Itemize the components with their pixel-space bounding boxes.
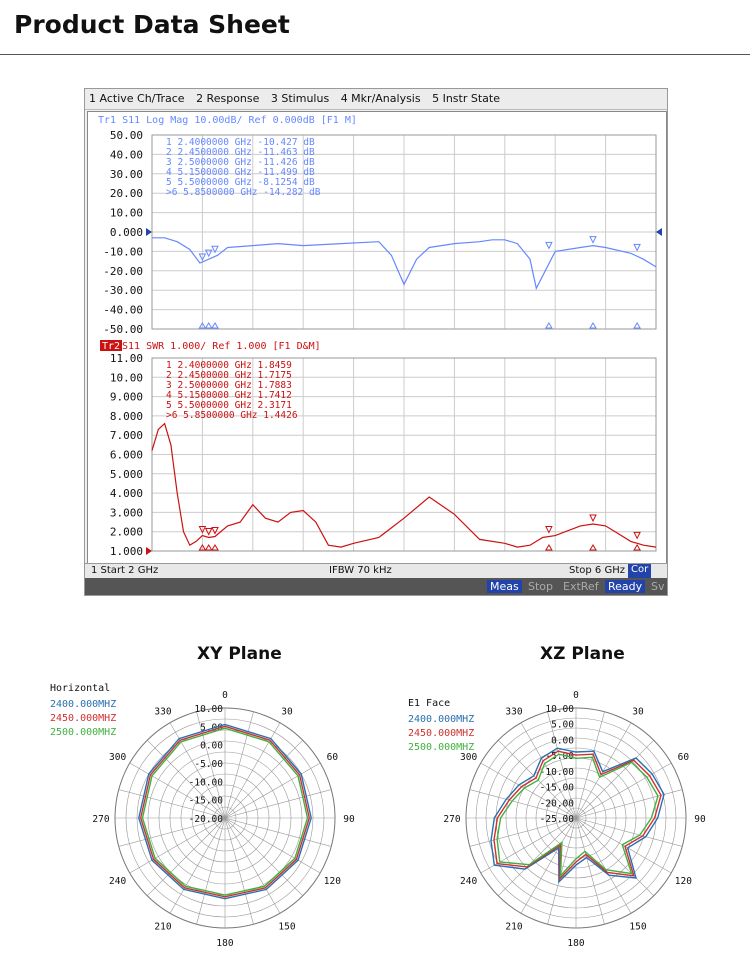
trace1-ytick-label: 30.00: [109, 167, 143, 181]
trace2-header: S11 SWR 1.000/ Ref 1.000 [F1 D&M]: [122, 341, 321, 352]
polar-angle-label: 270: [92, 814, 110, 825]
polar-angle-label: 120: [323, 876, 341, 887]
menu-response[interactable]: 2 Response: [196, 92, 260, 105]
polar-angle-label: 60: [677, 752, 690, 763]
polar-angle-label: 0: [222, 690, 228, 701]
trace2-ytick-label: 7.000: [109, 429, 143, 443]
trace2-ytick-label: 3.000: [109, 506, 143, 520]
polar-spoke: [498, 818, 576, 896]
polar-angle-label: 330: [154, 706, 172, 718]
trace2-marker-bottom: [206, 545, 212, 550]
polar-r-label: 10.00: [194, 704, 223, 715]
polar-angle-label: 240: [109, 876, 127, 887]
polar-legend-entry: 2450.000MHZ: [50, 713, 117, 724]
trace1-ytick-label: -50.00: [103, 323, 143, 336]
trace2-marker-triangle: [634, 532, 640, 538]
polar-r-label: -15.00: [539, 782, 574, 794]
vna-plot-area: [88, 112, 666, 563]
stop-button[interactable]: Stop: [528, 580, 554, 593]
polar-r-label: 5.00: [551, 719, 574, 731]
xz-plane-title: XZ Plane: [540, 644, 625, 664]
xy-plane-title: XY Plane: [197, 644, 282, 664]
page-header: [0, 0, 750, 55]
polar-legend-title: Horizontal: [50, 683, 111, 694]
polar-legend-entry: 2450.000MHZ: [408, 728, 475, 739]
polar-spoke: [130, 818, 225, 873]
polar-spoke: [225, 818, 331, 846]
polar-r-label: -5.00: [194, 759, 223, 770]
trace2-marker-readout: 2 2.4500000 GHz 1.7175: [166, 370, 292, 381]
polar-angle-label: 0: [573, 690, 579, 701]
polar-angle-label: 150: [278, 921, 296, 933]
trace1-ytick-label: 10.00: [109, 206, 143, 220]
trace1-marker-readout: 1 2.4000000 GHz -10.427 dB: [166, 137, 315, 148]
trace2-ytick-label: 10.00: [109, 371, 143, 385]
trace1-ytick-label: -20.00: [103, 264, 143, 278]
polar-r-label: 5.00: [200, 722, 223, 734]
polar-r-label: -10.00: [188, 777, 223, 789]
trace2-ytick-label: 8.000: [109, 409, 143, 423]
polar-angle-label: 180: [216, 938, 234, 948]
trace2-marker-readout: 3 2.5000000 GHz 1.7883: [166, 380, 292, 391]
menu-instr-state[interactable]: 5 Instr State: [432, 92, 500, 105]
trace2-marker-bottom: [590, 545, 596, 550]
trace2-marker-bottom: [634, 545, 640, 550]
polar-angle-label: 330: [505, 706, 523, 718]
polar-r-label: -10.00: [539, 766, 574, 778]
xy-plane-polar-chart: [40, 678, 400, 948]
menu-stimulus[interactable]: 3 Stimulus: [270, 92, 330, 105]
trace2-ytick-label: 4.000: [109, 487, 143, 501]
polar-angle-label: 90: [343, 814, 355, 825]
trace1-marker-bottom: [212, 323, 218, 328]
start-freq-label: 1 Start 2 GHz: [91, 565, 159, 576]
trace2-ytick-label: 1.000: [109, 545, 143, 558]
polar-spoke: [576, 818, 654, 896]
trace1-marker-bottom: [590, 323, 596, 328]
polar-angle-label: 210: [154, 921, 172, 933]
trace1-marker-readout: 2 2.4500000 GHz -11.463 dB: [166, 147, 315, 158]
polar-angle-label: 270: [443, 814, 461, 825]
trace1-marker-triangle: [590, 237, 596, 243]
ref-arrow-left-icon: [146, 228, 152, 236]
trace2-marker-readout: 5 5.5000000 GHz 2.3171: [166, 400, 292, 411]
polar-legend-entry: 2400.000MHZ: [408, 714, 475, 725]
ready-status: Ready: [605, 580, 645, 593]
polar-angle-label: 300: [109, 752, 127, 763]
trace2-marker-readout: >6 5.8500000 GHz 1.4426: [166, 410, 298, 421]
bottom-status-bar: [85, 578, 667, 595]
trace2-ytick-label: 5.000: [109, 467, 143, 481]
trace2-marker-readout: 1 2.4000000 GHz 1.8459: [166, 360, 292, 371]
trace1-marker-bottom: [206, 323, 212, 328]
trace1-marker-triangle: [634, 244, 640, 250]
stop-freq-label: Stop 6 GHz: [569, 565, 625, 576]
polar-spoke: [225, 818, 320, 873]
menu-active-ch-trace[interactable]: 1 Active Ch/Trace: [89, 92, 185, 105]
polar-angle-label: 210: [505, 921, 523, 933]
ref-arrow-right-icon: [656, 228, 662, 236]
polar-angle-label: 240: [460, 876, 478, 887]
polar-angle-label: 150: [629, 921, 647, 933]
vna-screen: [87, 111, 667, 564]
trace2-marker-triangle: [212, 528, 218, 534]
trace1-marker-triangle: [546, 242, 552, 248]
trace2-ytick-label: 2.000: [109, 525, 143, 539]
trace2-ytick-label: 9.000: [109, 390, 143, 404]
trace1-marker-readout: >6 5.8500000 GHz -14.282 dB: [166, 187, 321, 198]
polar-spoke: [576, 818, 631, 913]
network-analyzer-window: [84, 88, 668, 596]
polar-spoke: [576, 790, 682, 818]
xz-plane-polar-chart: [398, 678, 748, 948]
polar-r-label: -5.00: [545, 751, 574, 763]
trace2-ytick-label: 6.000: [109, 448, 143, 462]
trace1-ytick-label: -30.00: [103, 284, 143, 298]
polar-angle-label: 180: [567, 938, 585, 948]
polar-spoke: [225, 790, 331, 818]
polar-spoke: [576, 723, 631, 818]
polar-spoke: [576, 818, 682, 846]
polar-angle-label: 30: [281, 706, 293, 718]
trace1-marker-readout: 5 5.5000000 GHz -8.1254 dB: [166, 177, 315, 188]
trace1-ytick-label: -40.00: [103, 303, 143, 317]
trace1-marker-bottom: [634, 323, 640, 328]
trace1-ytick-label: -10.00: [103, 245, 143, 259]
polar-r-label: 10.00: [545, 704, 574, 715]
trace1-marker-readout: 4 5.1500000 GHz -11.499 dB: [166, 167, 315, 178]
trace2-marker-readout: 4 5.1500000 GHz 1.7412: [166, 390, 292, 401]
menu-bar: [85, 89, 667, 110]
ref2-arrow-left-icon: [146, 547, 152, 555]
polar-r-label: -15.00: [188, 795, 223, 807]
status-row: [85, 563, 667, 578]
polar-r-label: -20.00: [539, 798, 574, 810]
polar-angle-label: 300: [460, 752, 478, 763]
polar-spoke: [225, 818, 280, 913]
trace1-header: Tr1 S11 Log Mag 10.00dB/ Ref 0.000dB [F1 M]: [98, 115, 357, 126]
trace2-badge-label: Tr2: [102, 341, 121, 352]
trace1-ytick-label: 20.00: [109, 187, 143, 201]
meas-button[interactable]: Meas: [487, 580, 522, 593]
page-title: Product Data Sheet: [14, 10, 290, 39]
trace1-marker-bottom: [546, 323, 552, 328]
polar-legend-entry: 2500.000MHZ: [408, 742, 475, 753]
extref-button[interactable]: ExtRef: [563, 580, 599, 593]
cor-badge: Cor: [628, 564, 651, 578]
menu-mkr-analysis[interactable]: 4 Mkr/Analysis: [340, 92, 421, 105]
polar-r-label: 0.00: [551, 735, 574, 747]
polar-legend-entry: 2400.000MHZ: [50, 699, 117, 710]
trace1-ytick-label: 0.000: [109, 226, 143, 239]
trace2-marker-bottom: [546, 545, 552, 550]
polar-spoke: [197, 818, 225, 924]
polar-angle-label: 60: [326, 752, 339, 763]
sv-button[interactable]: Sv: [651, 580, 665, 593]
trace2-marker-bottom: [212, 545, 218, 550]
trace2-marker-triangle: [590, 515, 596, 521]
polar-legend-title: E1 Face: [408, 698, 451, 709]
polar-spoke: [576, 818, 604, 924]
polar-spoke: [548, 818, 576, 924]
polar-spoke: [170, 818, 225, 913]
ifbw-label: IFBW 70 kHz: [329, 565, 392, 576]
polar-r-label: 0.00: [200, 740, 223, 752]
polar-angle-label: 30: [632, 706, 644, 718]
trace1-marker-readout: 3 2.5000000 GHz -11.426 dB: [166, 157, 315, 168]
trace1-ytick-label: 50.00: [109, 129, 143, 142]
polar-spoke: [225, 818, 253, 924]
polar-spoke: [576, 818, 671, 873]
polar-r-label: -20.00: [188, 814, 223, 825]
polar-legend-entry: 2500.000MHZ: [50, 727, 117, 738]
polar-angle-label: 120: [674, 876, 692, 887]
trace1-ytick-label: 40.00: [109, 148, 143, 162]
trace2-ytick-label: 11.00: [109, 352, 143, 365]
polar-r-label: -25.00: [539, 814, 574, 825]
polar-angle-label: 90: [694, 814, 706, 825]
